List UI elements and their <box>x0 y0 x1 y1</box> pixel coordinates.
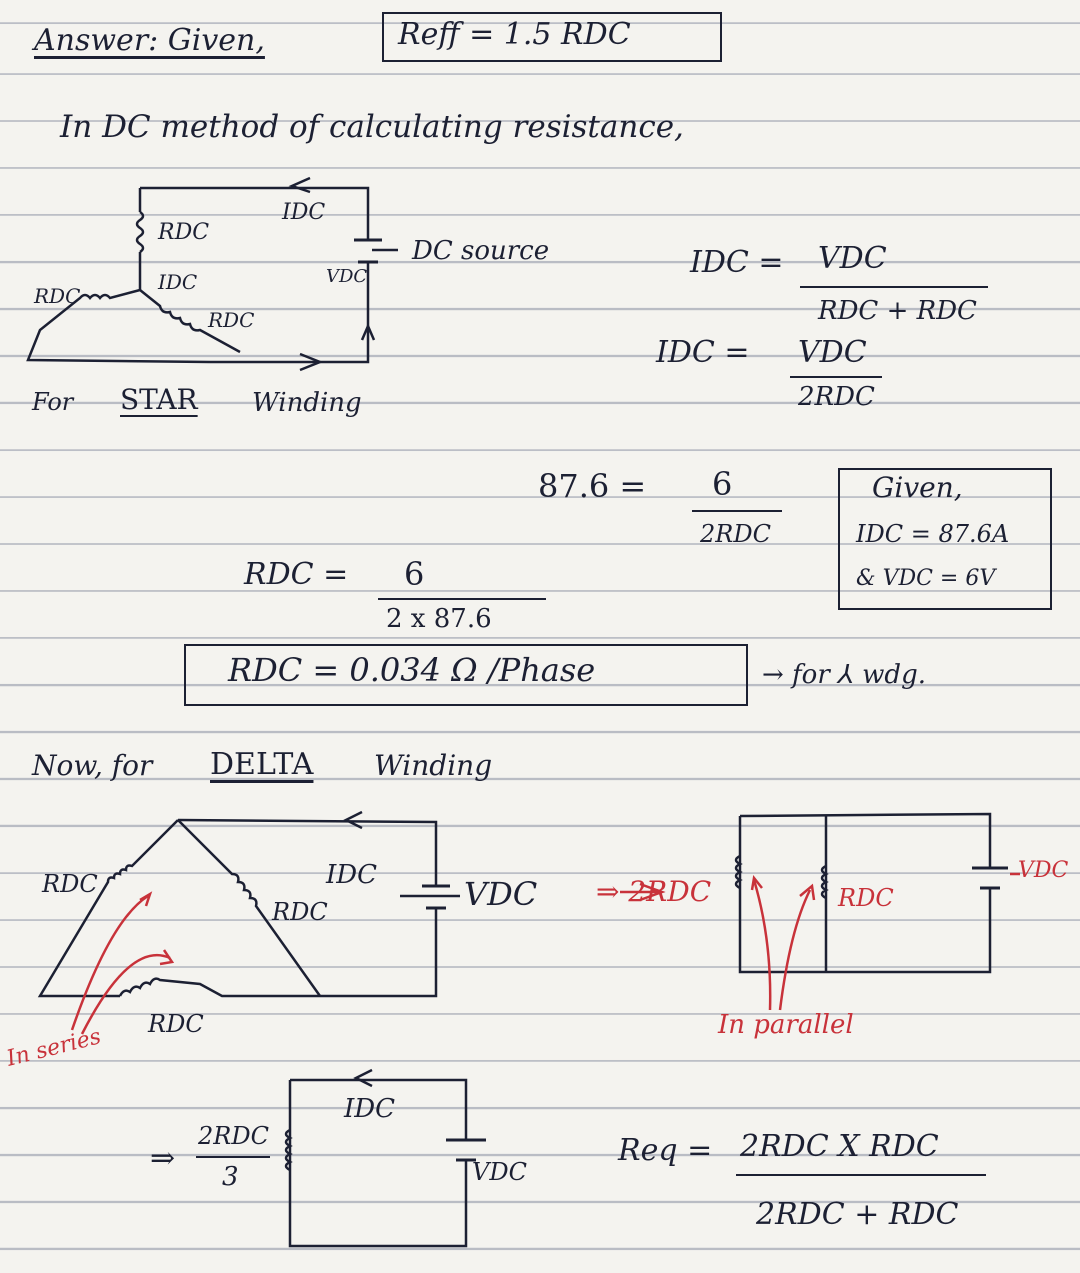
reduced-denominator: 3 <box>222 1162 239 1192</box>
eq4-denominator: 2 x 87.6 <box>386 604 492 634</box>
result-text: RDC = 0.034 Ω /Phase <box>228 651 596 689</box>
eq3-numerator: 6 <box>712 465 733 503</box>
answer-label: Answer: Given, <box>34 23 265 58</box>
given-line-1: Given, <box>872 471 963 504</box>
eq3-denominator: 2RDC <box>700 520 771 548</box>
equiv-2rdc: ⇒ 2RDC <box>596 875 712 908</box>
req-lhs: Req = <box>618 1133 713 1168</box>
req-fraction-bar <box>736 1174 986 1176</box>
req-denominator: 2RDC + RDC <box>756 1197 959 1232</box>
in-parallel-note: In parallel <box>718 1010 854 1040</box>
star-label-suffix: Winding <box>252 388 362 418</box>
eq3-lhs: 87.6 = <box>538 467 647 505</box>
star-idc-mid: IDC <box>158 270 198 294</box>
eq1-fraction-bar <box>800 286 988 288</box>
reduced-vdc: VDC <box>472 1158 527 1186</box>
star-label-prefix: For <box>32 388 74 416</box>
intro-text: In DC method of calculating resistance, <box>60 109 684 145</box>
star-idc-top: IDC <box>282 200 326 225</box>
eq1-denominator: RDC + RDC <box>818 296 977 326</box>
given-line-3: & VDC = 6V <box>856 566 996 591</box>
eq4-fraction-bar <box>378 598 546 600</box>
star-rdc-top: RDC <box>158 220 210 245</box>
delta-heading-suffix: Winding <box>374 749 493 782</box>
delta-keyword: DELTA <box>210 747 314 782</box>
given-line-2: IDC = 87.6A <box>856 520 1010 548</box>
eq2-fraction-bar <box>790 376 882 378</box>
star-rdc-mid: RDC <box>208 308 255 332</box>
equiv-vdc: VDC <box>1018 858 1069 883</box>
delta-vdc: VDC <box>464 875 538 913</box>
reduced-numerator: 2RDC <box>198 1122 269 1150</box>
eq3-fraction-bar <box>692 510 782 512</box>
eq2-lhs: IDC = <box>656 335 750 370</box>
req-numerator: 2RDC X RDC <box>740 1129 939 1164</box>
delta-circuit <box>40 812 460 996</box>
eq4-numerator: 6 <box>404 555 425 593</box>
given-formula: Reff = 1.5 RDC <box>398 17 631 52</box>
delta-rdc-left: RDC <box>42 870 98 898</box>
star-vdc: VDC <box>326 266 368 287</box>
star-keyword: STAR <box>120 383 198 416</box>
eq1-lhs: IDC = <box>690 245 784 280</box>
eq2-denominator: 2RDC <box>798 382 875 412</box>
reduced-arrow: ⇒ <box>150 1141 176 1176</box>
eq4-lhs: RDC = <box>244 557 349 592</box>
dc-source-label: DC source <box>412 236 550 266</box>
delta-rdc-bottom: RDC <box>148 1010 204 1038</box>
delta-heading-prefix: Now, for <box>32 749 153 782</box>
eq1-numerator: VDC <box>818 241 887 276</box>
result-note: → for ⅄ wdg. <box>762 660 926 690</box>
eq2-numerator: VDC <box>798 335 867 370</box>
reduced-fraction-bar <box>196 1156 270 1158</box>
reduced-idc: IDC <box>344 1094 396 1124</box>
star-rdc-left: RDC <box>34 284 81 308</box>
delta-idc: IDC <box>326 860 378 890</box>
delta-rdc-right: RDC <box>272 898 328 926</box>
in-series-note: In series <box>4 1024 104 1072</box>
equiv-rdc: RDC <box>838 884 894 912</box>
